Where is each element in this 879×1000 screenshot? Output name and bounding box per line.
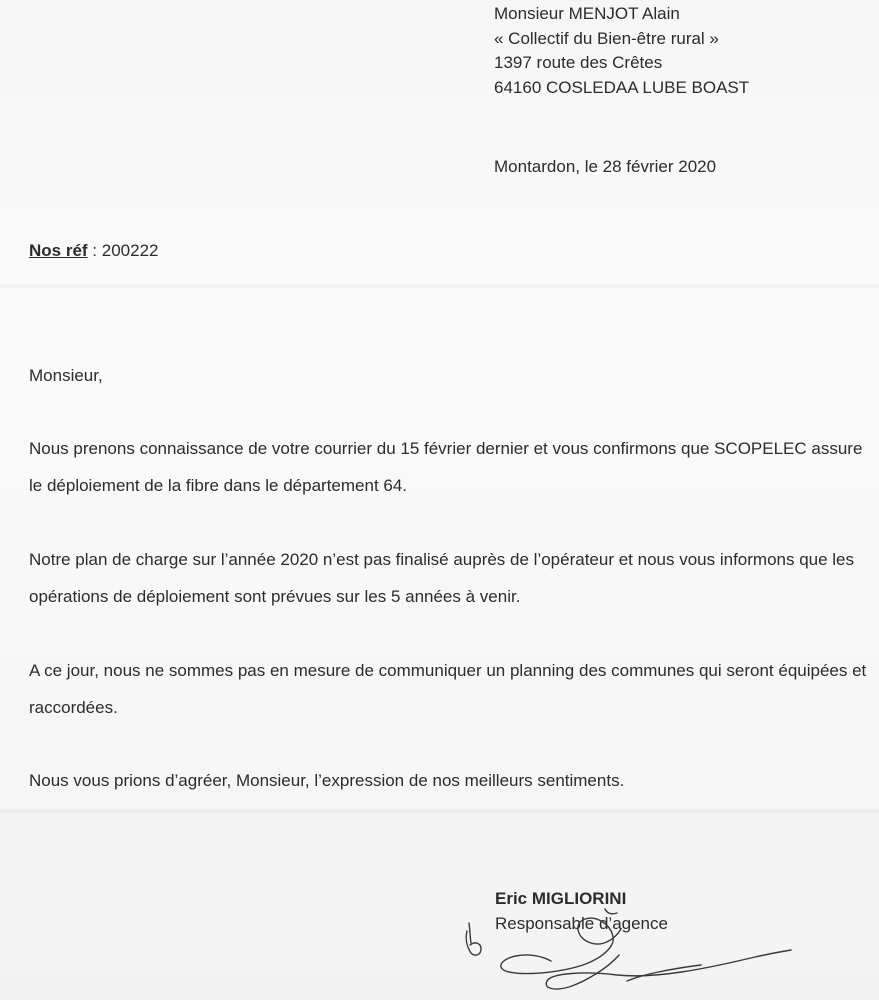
body-paragraph: Notre plan de charge sur l’année 2020 n’est pas finalisé auprès de l’opérateur et nous vous informons que les opérations de déploiement sont prévues sur les 5 années à venir. bbox=[29, 550, 855, 606]
reference-line bbox=[29, 241, 158, 261]
recipient-name: Monsieur MENJOT Alain bbox=[494, 4, 680, 23]
recipient-organization: « Collectif du Bien-être rural » bbox=[494, 28, 719, 48]
body-paragraph: Nous prenons connaissance de votre courrier du 15 février dernier et vous confirmons que SCOPELEC assure le déploiement de la fibre dans le département 64. bbox=[29, 439, 863, 495]
signer-name: Eric MIGLIORINI bbox=[495, 889, 627, 908]
reference-value: 200222 bbox=[101, 241, 159, 260]
body-paragraph: A ce jour, nous ne sommes pas en mesure de communiquer un planning des communes qui seront équipées et raccordées. bbox=[29, 661, 867, 717]
paper-fold-line bbox=[0, 808, 879, 814]
signer-title: Responsable d’agence bbox=[495, 914, 668, 933]
place-and-date: Montardon, le 28 février 2020 bbox=[494, 157, 717, 176]
reference-label: Nos réf bbox=[29, 241, 88, 260]
closing-paragraph: Nous vous prions d’agréer, Monsieur, l’expression de nos meilleurs sentiments. bbox=[29, 771, 625, 790]
handwritten-signature bbox=[455, 895, 795, 1000]
recipient-street: 1397 route des Crêtes bbox=[494, 53, 663, 72]
recipient-address bbox=[494, 2, 749, 100]
recipient-city: 64160 COSLEDAA LUBE BOAST bbox=[494, 77, 750, 97]
salutation: Monsieur, bbox=[29, 366, 103, 385]
paper-fold-line bbox=[0, 283, 879, 289]
reference-separator: : bbox=[87, 241, 102, 260]
